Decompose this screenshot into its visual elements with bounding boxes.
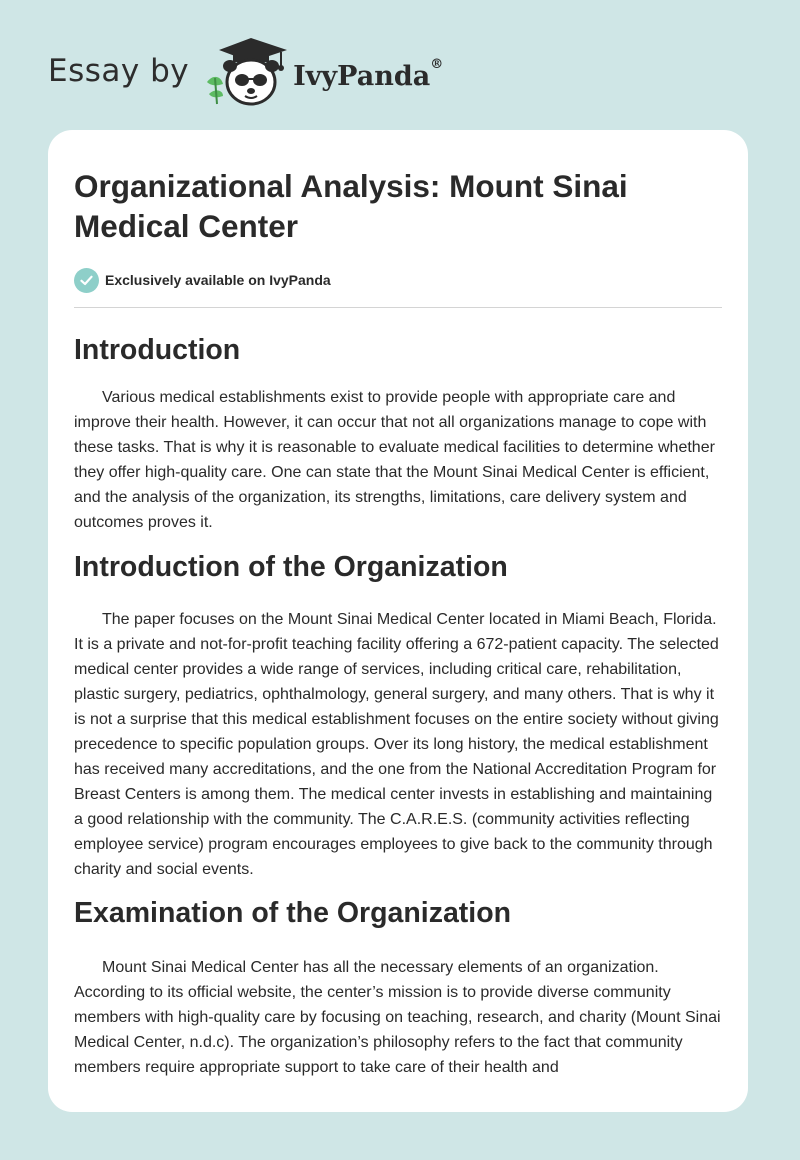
brand-name[interactable]: IvyPanda® bbox=[293, 56, 444, 92]
section-body-organization: The paper focuses on the Mount Sinai Medical Center located in Miami Beach, Florida. It is a private and not-for-profit teaching facility offering a 672-patient capacity. The selected medical center provides a wide range of services, including critical care, rehabilitation, plastic surgery, pediatrics, ophthalmology, general surgery, and many others. That is why it is not a surprise that this medical establishment focuses on the entire society without giving precedence to specific population groups. Over its long history, the medical establishment has received many accreditations, and the one from the National Accreditation Program for Breast Centers is among them. The medical center invests in establishing and maintaining a good relationship with the community. The C.A.R.E.S. (community activities reflecting employee service) program encourages employees to give back to the community through charity and social events. bbox=[74, 611, 719, 878]
exclusive-label: Exclusively available on IvyPanda bbox=[105, 272, 331, 288]
section-heading-organization: Introduction of the Organization bbox=[74, 551, 508, 583]
section-body-examination: Mount Sinai Medical Center has all the necessary elements of an organization. According to its official website, the center’s mission is to provide diverse community members with high-quality care by focusing on teaching, research, and charity (Mount Sinai Medical Center, n.d.c). The organization’s philosophy refers to the fact that community members require appropriate support to take care of their health and bbox=[74, 959, 721, 1076]
exclusive-badge bbox=[74, 265, 722, 295]
section-body-introduction: Various medical establishments exist to provide people with appropriate care and improve their health. However, it can occur that not all organizations manage to cope with these tasks. That is why it is reasonable to evaluate medical facilities to determine whether they offer high-quality care. One can state that the Mount Sinai Medical Center is efficient, and the analysis of the organization, its strengths, limitations, care delivery system and outcomes proves it. bbox=[74, 389, 715, 531]
essay-card bbox=[48, 130, 748, 1112]
essay-by-label: Essay by bbox=[48, 53, 190, 89]
section-heading-examination: Examination of the Organization bbox=[74, 897, 512, 929]
site-header bbox=[48, 34, 548, 114]
check-icon bbox=[74, 268, 99, 293]
divider bbox=[74, 307, 722, 308]
section-heading-introduction: Introduction bbox=[74, 334, 241, 366]
registered-mark: ® bbox=[430, 56, 444, 72]
panda-graduate-icon[interactable] bbox=[203, 36, 291, 108]
page-title: Organizational Analysis: Mount Sinai Medical Center bbox=[74, 168, 628, 244]
